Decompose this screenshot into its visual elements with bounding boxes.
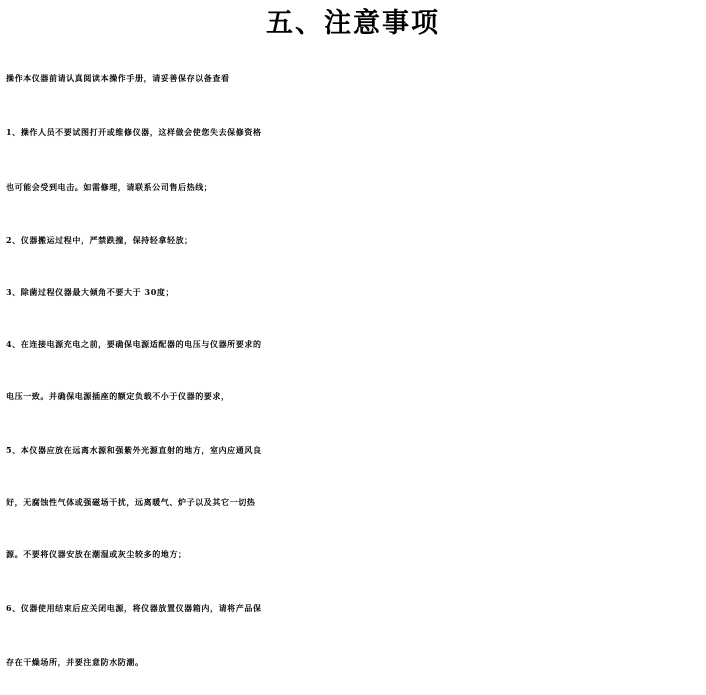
section-title: 五、注意事项 [266, 8, 440, 39]
item-5-line-2: 好，无腐蚀性气体或强磁场干扰，远离暖气、炉子以及其它一切热 [6, 497, 256, 507]
item-4-line-2: 电压一致。并确保电源插座的额定负载不小于仪器的要求， [6, 391, 230, 401]
item-4-line-1: 4、在连接电源充电之前，要确保电源适配器的电压与仪器所要求的 [6, 339, 262, 349]
item-2-line: 2、仪器搬运过程中，严禁跌撞，保持轻拿轻放； [6, 235, 193, 245]
intro-line: 操作本仪器前请认真阅读本操作手册，请妥善保存以备查看 [6, 73, 230, 83]
item-6-line-1: 6、仪器使用结束后应关闭电源，将仪器放置仪器箱内，请将产品保 [6, 603, 262, 613]
item-5-line-1: 5、本仪器应放在远离水源和强紫外光源直射的地方，室内应通风良 [6, 445, 262, 455]
item-3-line: 3、除菌过程仪器最大倾角不要大于 30度； [6, 287, 175, 297]
item-6-line-2: 存在干燥场所，并要注意防水防潮。 [6, 657, 144, 667]
item-1-line-1: 1、操作人员不要试图打开或维修仪器，这样做会使您失去保修资格 [6, 127, 262, 137]
item-5-line-3: 源。不要将仪器安放在潮湿或灰尘较多的地方； [6, 549, 187, 559]
item-1-line-2: 也可能会受到电击。如需修理，请联系公司售后热线； [6, 182, 213, 192]
